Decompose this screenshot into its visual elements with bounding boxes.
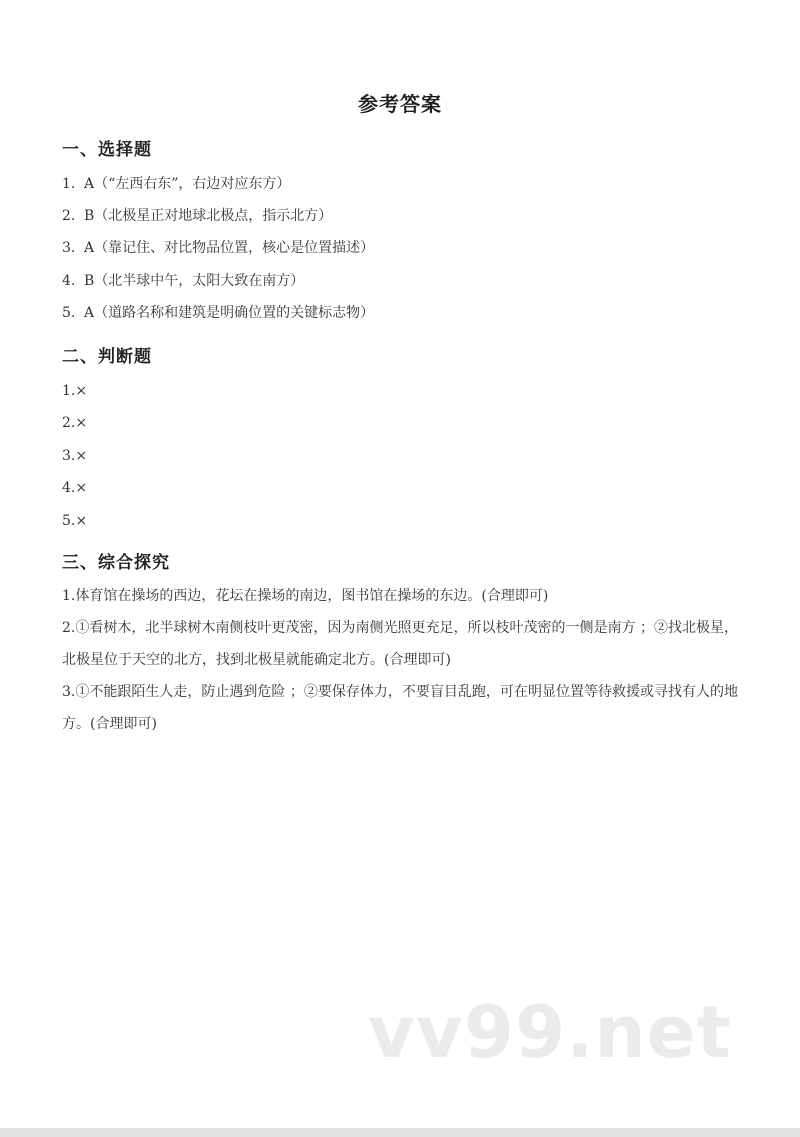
choice-item-text: A（“左西右东”，右边对应东方）: [84, 176, 291, 192]
choice-item-number: 2.: [62, 208, 76, 224]
section-heading-choice: 一、选择题: [62, 140, 152, 160]
page-bottom-edge: [0, 1128, 800, 1137]
section-heading-judge: 二、判断题: [62, 347, 152, 367]
judge-item: 4.×: [62, 480, 88, 496]
choice-item-number: 4.: [62, 273, 76, 289]
choice-item-number: 3.: [62, 240, 76, 256]
choice-item-text: A（靠记住、对比物品位置，核心是位置描述）: [84, 240, 375, 256]
choice-item: [62, 303, 374, 323]
choice-item: [62, 271, 304, 291]
watermark: vv99.net: [368, 990, 732, 1074]
choice-item-number: 5.: [62, 305, 76, 321]
choice-item-text: B（北半球中午，太阳大致在南方）: [84, 273, 305, 289]
judge-item: 1.×: [62, 383, 88, 399]
choice-item-text: B（北极星正对地球北极点，指示北方）: [84, 208, 333, 224]
page-title: 参考答案: [358, 92, 442, 116]
inquiry-item: 2.①看树木，北半球树木南侧枝叶更茂密，因为南侧光照更充足，所以枝叶茂密的一侧是南方 ；②找北极星，北极星位于天空的北方，找到北极星就能确定北方。(合理即可): [62, 620, 738, 668]
judge-item: 2.×: [62, 415, 88, 431]
choice-item: [62, 238, 374, 258]
page-top-margin: [0, 0, 800, 66]
inquiry-item: 3.①不能跟陌生人走，防止遇到危险 ；②要保存体力，不要盲目乱跑，可在明显位置等待救援或寻找有人的地方。(合理即可): [62, 684, 738, 732]
choice-item-number: 1.: [62, 176, 76, 192]
inquiry-item: 1.体育馆在操场的西边，花坛在操场的南边，图书馆在操场的东边。(合理即可): [62, 588, 549, 604]
judge-item: 5.×: [62, 513, 88, 529]
judge-item: 3.×: [62, 448, 88, 464]
choice-item: [62, 174, 290, 194]
choice-item: [62, 206, 332, 226]
section-heading-inquiry: 三、综合探究: [62, 553, 170, 573]
choice-item-text: A（道路名称和建筑是明确位置的关键标志物）: [84, 305, 375, 321]
